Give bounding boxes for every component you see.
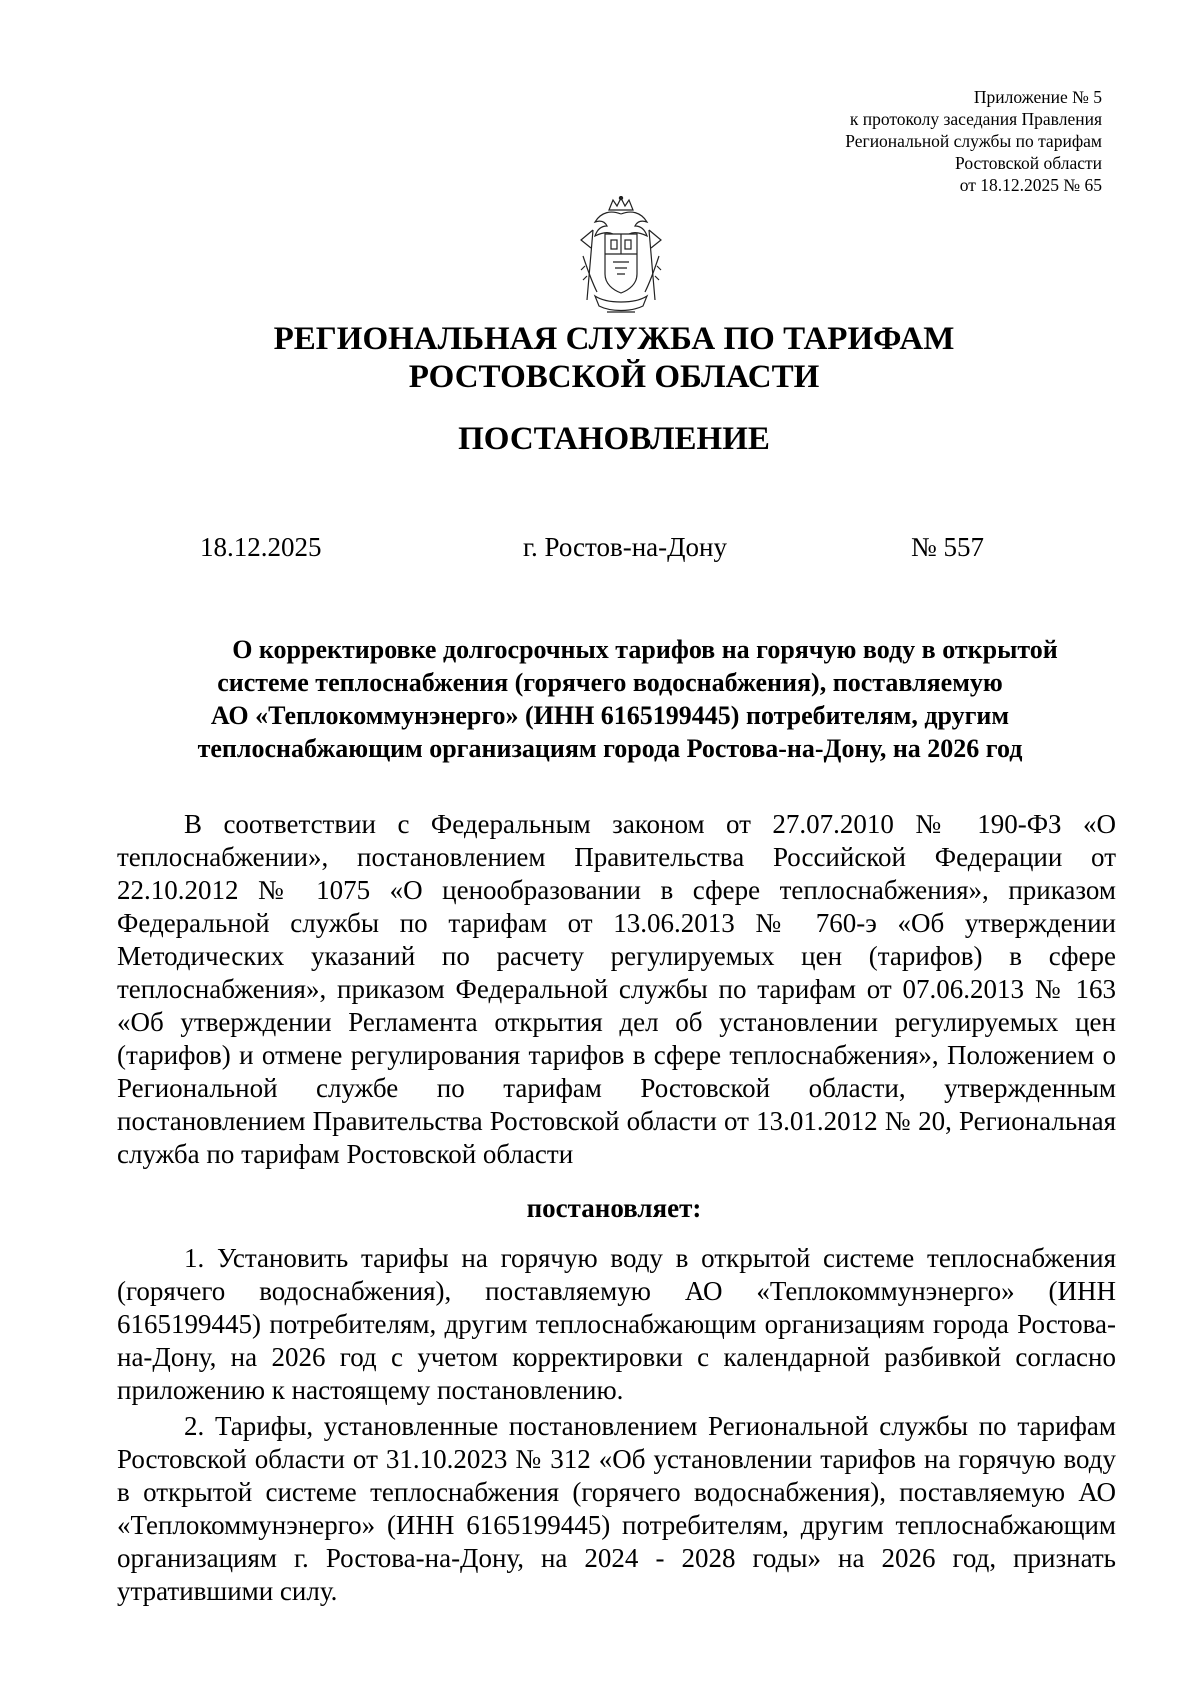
appendix-line: от 18.12.2025 № 65 — [959, 175, 1102, 195]
organization-title-line: РОСТОВСКОЙ ОБЛАСТИ — [408, 359, 820, 395]
coat-of-arms-icon — [571, 196, 671, 316]
appendix-line: Ростовской области — [955, 153, 1102, 173]
document-type-heading: ПОСТАНОВЛЕНИЕ — [458, 421, 770, 457]
document-subject — [120, 633, 1100, 765]
document-date: 18.12.2025 — [200, 532, 322, 562]
appendix-line: Приложение № 5 — [973, 87, 1102, 107]
organization-title — [0, 320, 1200, 396]
subject-line: системе теплоснабжения (горячего водоснабжения), поставляемую — [217, 668, 1003, 697]
decree-item-1: 1. Установить тарифы на горячую воду в открытой системе теплоснабжения (горячего водоснабжения), поставляемую АО «Теплокоммунэнерго» (ИНН 6165199445) потребителям, другим теплоснабжающим организациям города Ростова-на-Дону, на 2026 год с учетом корректировки с календарной разбивкой согласно приложению к настоящему постановлению. — [117, 1243, 1116, 1405]
decree-item-2: 2. Тарифы, установленные постановлением Региональной службы по тарифам Ростовской области от 31.10.2023 № 312 «Об установлении тарифов на горячую воду в открытой системе теплоснабжения (горячего водоснабжения), поставляемую АО «Теплокоммунэнерго» (ИНН 6165199445) потребителям, другим теплоснабжающим организациям г. Ростова-на-Дону, на 2024 - 2028 годы» на 2026 год, признать утратившими силу. — [117, 1411, 1116, 1606]
organization-title-line: РЕГИОНАЛЬНАЯ СЛУЖБА ПО ТАРИФАМ — [273, 321, 955, 357]
document-city: г. Ростов-на-Дону — [523, 532, 728, 562]
subject-line: АО «Теплокоммунэнерго» (ИНН 6165199445) потребителям, другим — [210, 701, 1010, 730]
appendix-line: Региональной службы по тарифам — [845, 131, 1102, 151]
preamble-paragraph: В соответствии с Федеральным законом от 27.07.2010 № 190-ФЗ «О теплоснабжении», постановлением Правительства Российской Федерации от 22.10.2012 № 1075 «О ценообразовании в сфере теплоснабжения», приказом Федеральной службы по тарифам от 13.06.2013 № 760-э «Об утверждении Методических указаний по расчету регулируемых цен (тарифов) в сфере теплоснабжения», приказом Федеральной службы по тарифам от 07.06.2013 № 163 «Об утверждении Регламента открытия дел об установлении регулируемых цен (тарифов) и отмене регулирования тарифов в сфере теплоснабжения», Положением о Региональной службе по тарифам Ростовской области, утвержденным постановлением Правительства Ростовской области от 13.01.2012 № 20, Региональная служба по тарифам Ростовской области — [117, 809, 1116, 1169]
subject-line: теплоснабжающим организациям города Ростова-на-Дону, на 2026 год — [197, 734, 1023, 763]
appendix-reference — [845, 86, 1102, 196]
decree-word: постановляет: — [526, 1193, 702, 1223]
document-number: № 557 — [911, 532, 985, 562]
subject-line: О корректировке долгосрочных тарифов на горячую воду в открытой — [232, 635, 1058, 664]
appendix-line: к протоколу заседания Правления — [849, 109, 1102, 129]
